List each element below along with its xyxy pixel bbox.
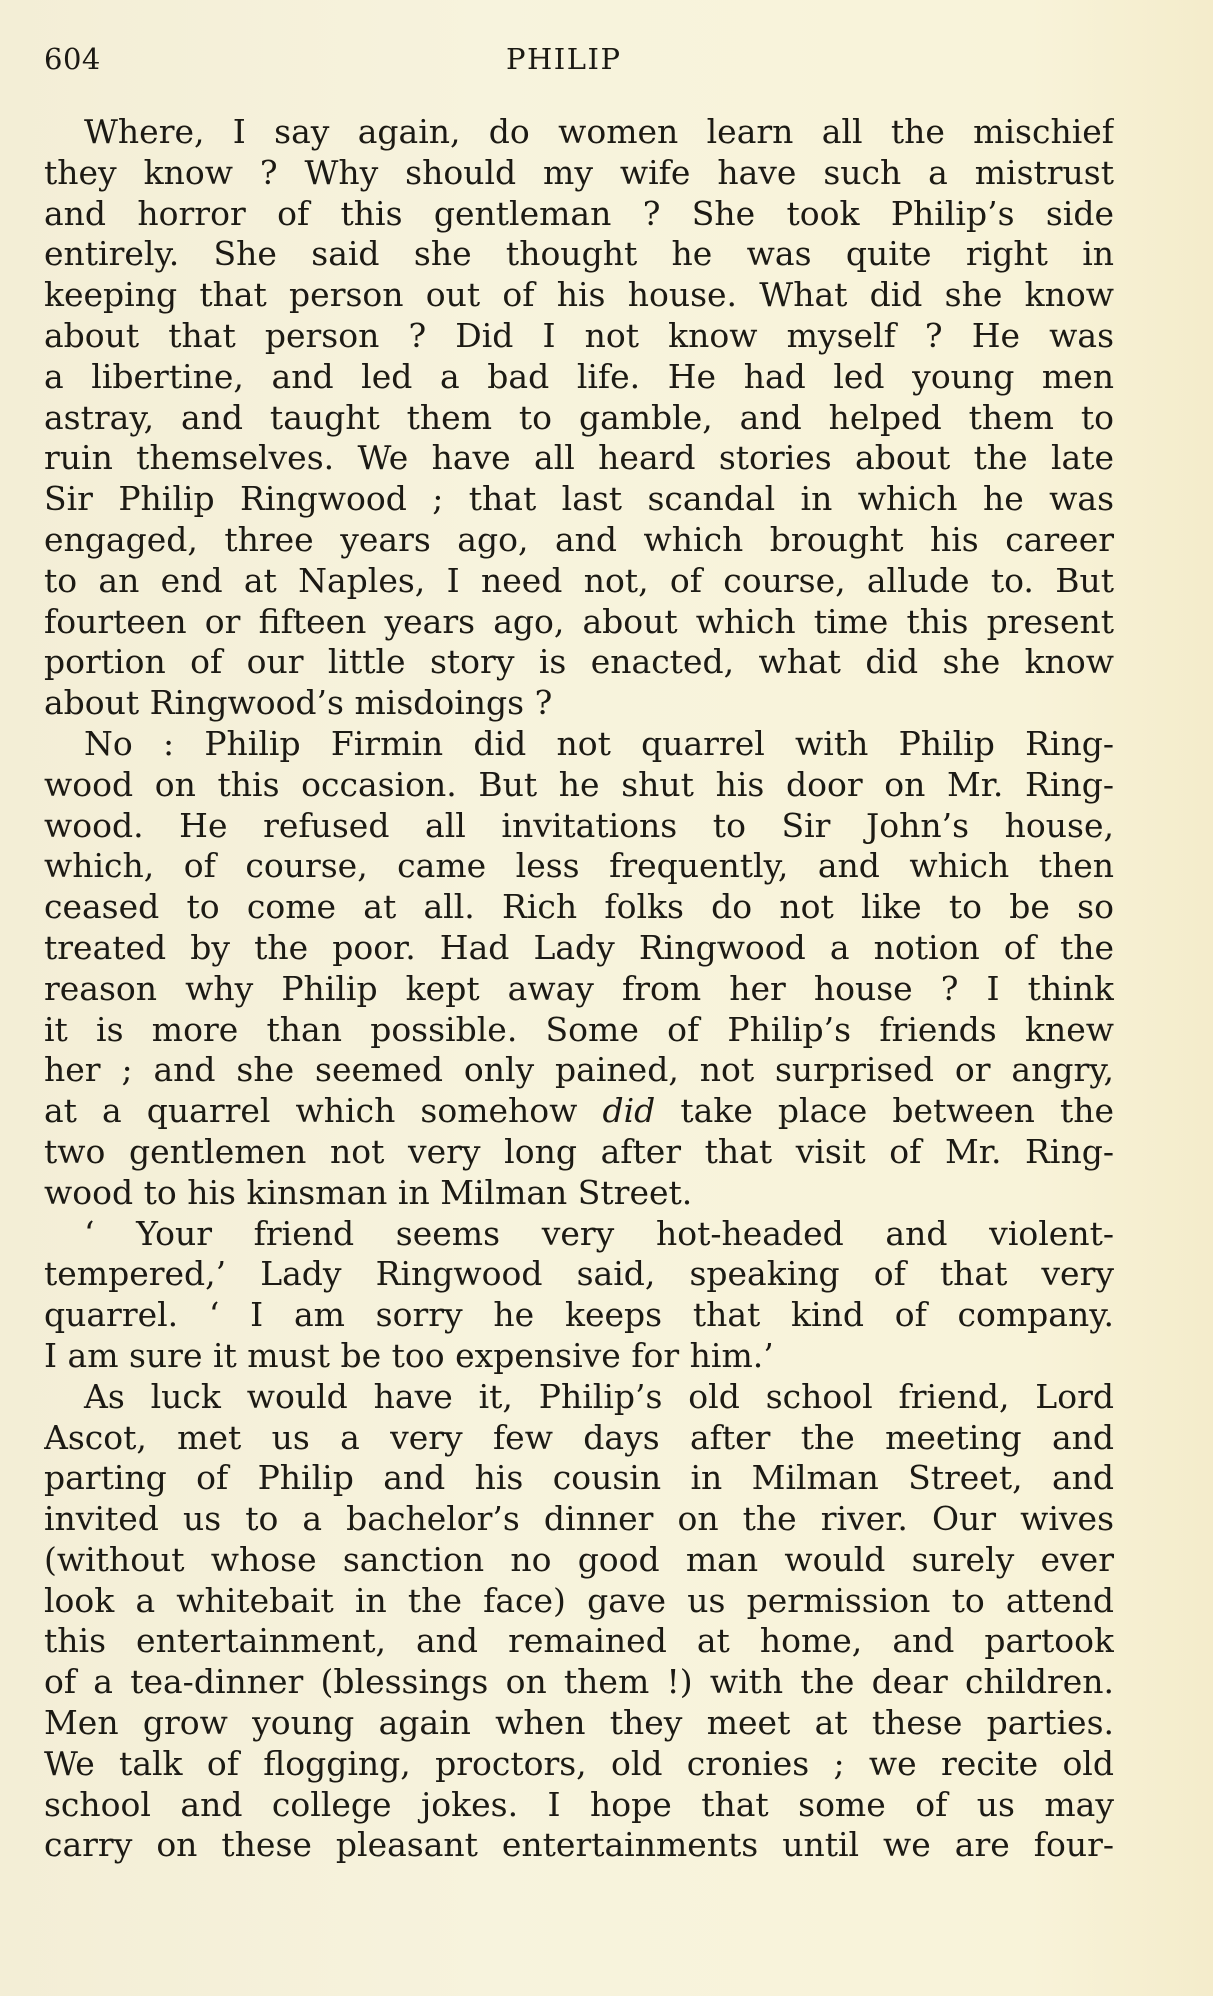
text-line-content: keeping that person out of his house. What did she know <box>44 275 1114 315</box>
text-line <box>44 1825 1114 1866</box>
text-line <box>44 683 1114 724</box>
page-number: 604 <box>44 42 101 76</box>
text-line-content: Sir Philip Ringwood ; that last scandal in which he was <box>44 479 1114 519</box>
text-line-content: a libertine, and led a bad life. He had led young men <box>44 356 1114 396</box>
text-line <box>44 1214 1114 1255</box>
text-line-content: tempered,’ Lady Ringwood said, speaking of that very <box>44 1254 1114 1294</box>
text-line <box>44 1336 1114 1377</box>
text-line-content: astray, and taught them to gamble, and helped them to <box>44 397 1114 437</box>
text-line <box>44 398 1114 439</box>
text-line <box>44 357 1114 398</box>
text-line-content: invited us to a bachelor’s dinner on the river. Our wives <box>44 1499 1114 1539</box>
text-line-content: of a tea-dinner (blessings on them !) with the dear children. <box>44 1662 1114 1702</box>
text-line <box>44 1703 1114 1744</box>
text-line-content: ruin themselves. We have all heard stories about the late <box>44 438 1114 478</box>
text-line-content: and horror of this gentleman ? She took Philip’s side <box>44 193 1114 233</box>
text-line <box>44 1050 1114 1091</box>
text-line <box>44 642 1114 683</box>
text-line-content: Where, I say again, do women learn all the mischief <box>84 112 1114 151</box>
text-line-content: to an end at Naples, I need not, of course, allude to. But <box>44 560 1114 600</box>
text-line <box>44 1540 1114 1581</box>
text-line-content: her ; and she seemed only pained, not surprised or angry, <box>44 1050 1114 1090</box>
text-line-content: portion of our little story is enacted, what did she know <box>44 642 1114 682</box>
text-line-content: this entertainment, and remained at home, and partook <box>44 1621 1114 1661</box>
text-line-content: No : Philip Firmin did not quarrel with Philip Ring- <box>84 723 1114 763</box>
text-line <box>44 153 1114 194</box>
text-line <box>44 1132 1114 1173</box>
text-line <box>44 602 1114 643</box>
text-line-content: (without whose sanction no good man would surely ever <box>44 1539 1114 1579</box>
text-line-content: I am sure it must be too expensive for him.’ <box>44 1335 774 1375</box>
text-line <box>44 1744 1114 1785</box>
text-line <box>44 275 1114 316</box>
text-line-content: carry on these pleasant entertainments until we are four- <box>44 1825 1114 1865</box>
text-line-content: wood. He refused all invitations to Sir John’s house, <box>44 805 1114 845</box>
running-title: PHILIP <box>506 42 622 76</box>
text-line <box>44 1010 1114 1051</box>
text-line-content: entirely. She said she thought he was quite right in <box>44 234 1114 274</box>
text-line <box>44 1581 1114 1622</box>
text-line <box>44 561 1114 602</box>
text-line <box>44 316 1114 357</box>
text-line <box>44 1295 1114 1336</box>
text-line-content: two gentlemen not very long after that visit of Mr. Ring- <box>44 1131 1114 1171</box>
text-line-content: parting of Philip and his cousin in Milman Street, and <box>44 1458 1114 1498</box>
text-line-content: fourteen or fifteen years ago, about which time this present <box>44 601 1114 641</box>
text-line-content: ‘ Your friend seems very hot-headed and violent- <box>84 1213 1114 1253</box>
running-head <box>44 42 1114 86</box>
body-text <box>44 112 1114 1866</box>
text-line-content: about Ringwood’s misdoings ? <box>44 683 553 723</box>
text-line-content: school and college jokes. I hope that some of us may <box>44 1784 1114 1824</box>
text-line <box>44 1173 1114 1214</box>
text-line-content: As luck would have it, Philip’s old school friend, Lord <box>84 1376 1114 1416</box>
text-line <box>44 112 1114 153</box>
text-line <box>44 479 1114 520</box>
text-line <box>44 194 1114 235</box>
text-line <box>44 846 1114 887</box>
text-line <box>44 1418 1114 1459</box>
text-line-content: Ascot, met us a very few days after the meeting and <box>44 1417 1114 1457</box>
text-line <box>44 724 1114 765</box>
text-line-content: wood to his kinsman in Milman Street. <box>44 1172 693 1212</box>
text-line <box>44 887 1114 928</box>
text-line-content: reason why Philip kept away from her house ? I think <box>44 968 1114 1008</box>
emphasis-word: did <box>602 1091 656 1131</box>
text-line <box>44 806 1114 847</box>
text-line-content: treated by the poor. Had Lady Ringwood a notion of the <box>44 927 1114 967</box>
text-line <box>44 1621 1114 1662</box>
text-line-content: at a quarrel which somehow <box>44 1091 578 1131</box>
text-line <box>44 928 1114 969</box>
text-line-content: they know ? Why should my wife have such a mistrust <box>44 152 1114 192</box>
text-line <box>44 234 1114 275</box>
text-line-content: ceased to come at all. Rich folks do not like to be so <box>44 887 1114 927</box>
text-line <box>44 438 1114 479</box>
text-line-content: quarrel. ‘ I am sorry he keeps that kind of company. <box>44 1295 1114 1335</box>
text-line <box>44 520 1114 561</box>
text-line-content: which, of course, came less frequently, and which then <box>44 846 1114 886</box>
text-line-content: it is more than possible. Some of Philip’s friends knew <box>44 1009 1114 1049</box>
text-line <box>44 765 1114 806</box>
text-line <box>44 1091 1114 1132</box>
text-line <box>44 1499 1114 1540</box>
text-line <box>44 1662 1114 1703</box>
text-line <box>44 1254 1114 1295</box>
text-line-content: about that person ? Did I not know myself ? He was <box>44 315 1114 355</box>
text-line-continuation: take place between the <box>655 1091 1114 1131</box>
text-line-content: engaged, three years ago, and which brought his career <box>44 519 1114 559</box>
text-line-content: Men grow young again when they meet at these parties. <box>44 1703 1114 1743</box>
text-line <box>44 1377 1114 1418</box>
text-line <box>44 1458 1114 1499</box>
text-line-content: We talk of flogging, proctors, old cronies ; we recite old <box>44 1743 1114 1783</box>
text-line-content: wood on this occasion. But he shut his door on Mr. Ring- <box>44 764 1114 804</box>
text-line <box>44 1785 1114 1826</box>
text-line <box>44 969 1114 1010</box>
text-line-content: look a whitebait in the face) gave us permission to attend <box>44 1580 1114 1620</box>
